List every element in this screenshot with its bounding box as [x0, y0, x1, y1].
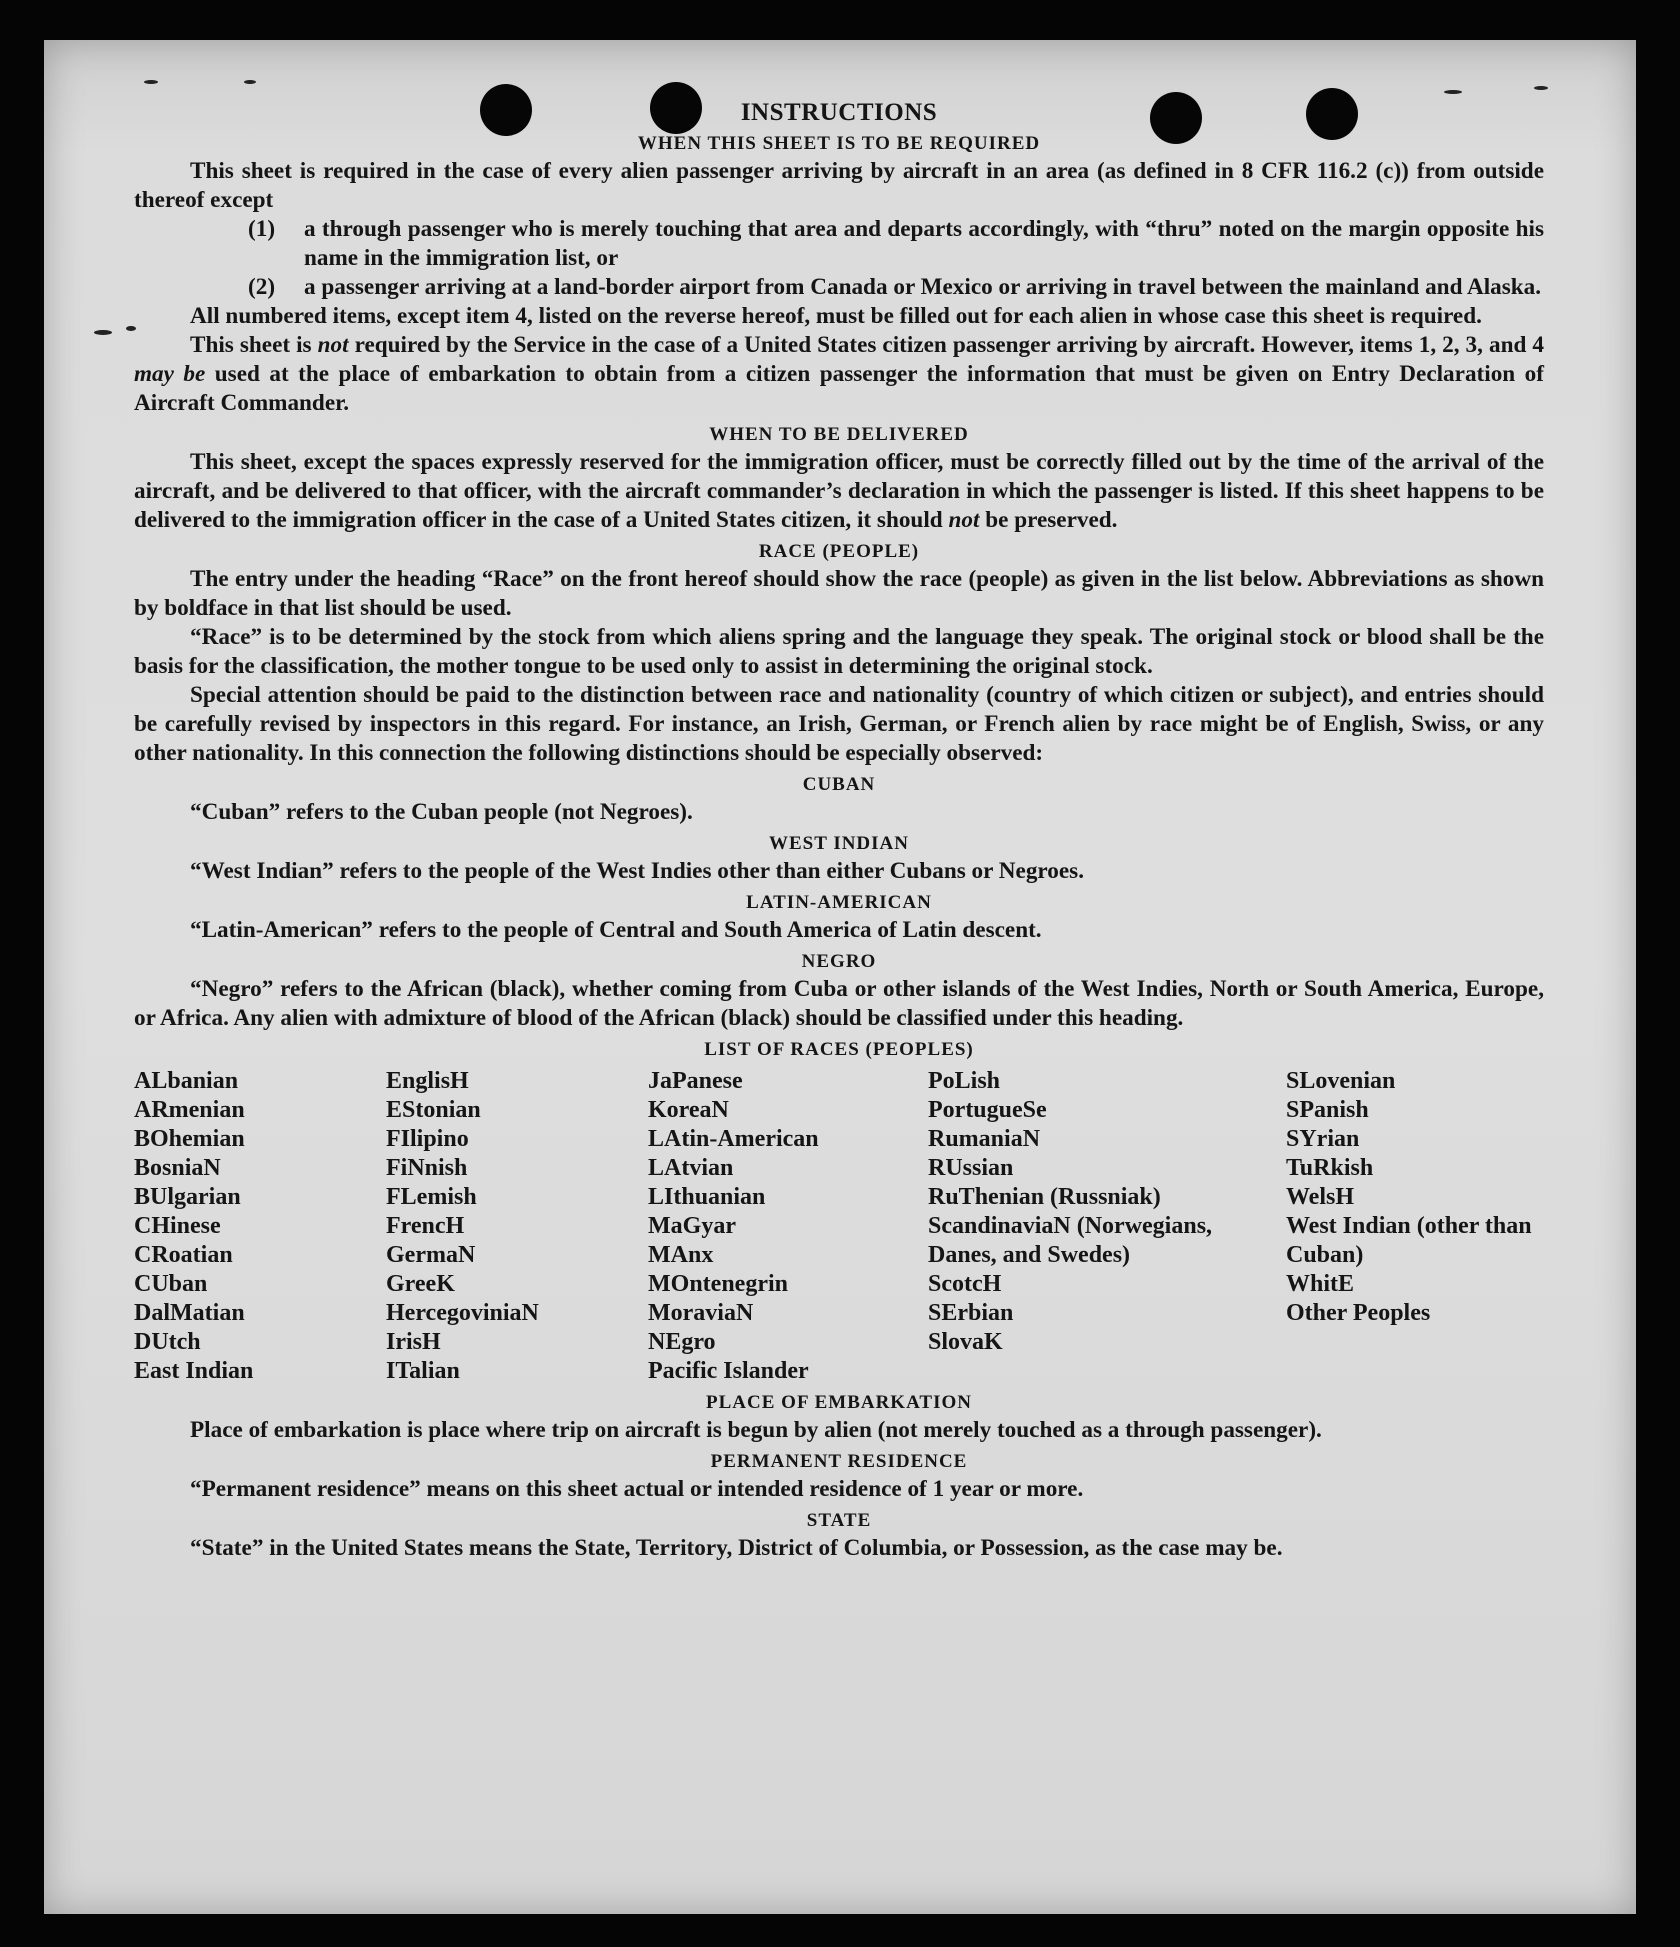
section-heading-when-required: WHEN THIS SHEET IS TO BE REQUIRED — [637, 133, 1041, 154]
scan-speck — [94, 330, 112, 335]
embarkation-definition: Place of embarkation is place where trip on aircraft is begun by alien (not merely touched as a through passenger). — [190, 1417, 1322, 1443]
races-column-5 — [1286, 1067, 1544, 1386]
numbered-items-paragraph: All numbered items, except item 4, listed on the reverse hereof, must be filled out for each alien in whose case this sheet is required. — [190, 303, 1482, 329]
race-entry: FLemish — [386, 1184, 477, 1210]
when-delivered-paragraph — [134, 448, 1544, 535]
races-column-1 — [134, 1067, 386, 1386]
race-entry: ARmenian — [134, 1097, 245, 1123]
race-entry: BosniaN — [134, 1155, 221, 1181]
race-paragraph-2: “Race” is to be determined by the stock from which aliens spring and the language they speak. The original stock or blood shall be the basis for the classification, the mother tongue to be used only to assist in determining the original stock. — [134, 624, 1544, 679]
race-entry: FiNnish — [386, 1155, 468, 1181]
race-entry: DUtch — [134, 1329, 201, 1355]
section-heading-list-of-races: LIST OF RACES (PEOPLES) — [704, 1039, 974, 1060]
race-paragraph-3: Special attention should be paid to the distinction between race and nationality (country of which citizen or subject), and entries should be carefully revised by inspectors in this regard. For instance, an Irish, German, or French alien by race might be of English, Swiss, or any other nationality. In this connection the following distinctions should be especially observed: — [134, 682, 1544, 766]
cuban-definition: “Cuban” refers to the Cuban people (not Negroes). — [190, 799, 693, 825]
races-column-3 — [648, 1067, 928, 1386]
race-entry: CUban — [134, 1271, 208, 1297]
race-entry: BOhemian — [134, 1126, 245, 1152]
race-entry: CHinese — [134, 1213, 221, 1239]
race-entry: MaGyar — [648, 1213, 736, 1239]
state-definition: “State” in the United States means the State, Territory, District of Columbia, or Possession, as the case may be. — [190, 1535, 1283, 1561]
page-title: INSTRUCTIONS — [740, 99, 938, 126]
race-entry: BUlgarian — [134, 1184, 241, 1210]
exception-text: a through passenger who is merely touching that area and departs accordingly, with “thru” noted on the margin opposite his name in the immigration list, or — [304, 216, 1544, 271]
race-entry: East Indian — [134, 1358, 254, 1384]
race-entry: WhitE — [1286, 1271, 1355, 1297]
race-entry: SLovenian — [1286, 1068, 1396, 1094]
section-heading-when-delivered: WHEN TO BE DELIVERED — [709, 424, 969, 445]
race-entry: ITalian — [386, 1358, 460, 1384]
race-entry: FrencH — [386, 1213, 465, 1239]
when-delivered-text-2: be preserved. — [979, 507, 1118, 533]
race-entry: EnglisH — [386, 1068, 469, 1094]
scan-speck — [1534, 86, 1548, 90]
race-entry: GreeK — [386, 1271, 455, 1297]
race-entry: WelsH — [1286, 1184, 1355, 1210]
race-entry: SlovaK — [928, 1329, 1003, 1355]
when-delivered-emphasis-not: not — [948, 507, 980, 533]
race-entry: ALbanian — [134, 1068, 239, 1094]
section-heading-embarkation: PLACE OF EMBARKATION — [706, 1392, 972, 1413]
race-entry: MoraviaN — [648, 1300, 754, 1326]
citizen-paragraph — [134, 331, 1544, 418]
race-entry: DalMatian — [134, 1300, 245, 1326]
west-indian-definition: “West Indian” refers to the people of the West Indies other than either Cubans or Negroes. — [190, 858, 1085, 884]
race-entry: West Indian (other than Cuban) — [1286, 1213, 1532, 1268]
race-entry: TuRkish — [1286, 1155, 1374, 1181]
races-column-2 — [386, 1067, 648, 1386]
exception-text: a passenger arriving at a land-border airport from Canada or Mexico or arriving in travel between the mainland and Alaska. — [304, 274, 1542, 300]
citizen-emphasis-not: not — [317, 332, 349, 358]
section-heading-state: STATE — [806, 1510, 872, 1531]
race-entry: LAtvian — [648, 1155, 734, 1181]
negro-definition: “Negro” refers to the African (black), whether coming from Cuba or other islands of the West Indies, North or South America, Europe, or Africa. Any alien with admixture of blood of the African (black) should be classified under this heading. — [134, 976, 1544, 1031]
race-paragraph-1: The entry under the heading “Race” on the front hereof should show the race (people) as given in the list below. Abbreviations as shown by boldface in that list should be used. — [134, 566, 1544, 621]
race-entry: Other Peoples — [1286, 1300, 1431, 1326]
race-entry: Pacific Islander — [648, 1358, 809, 1384]
race-entry: LAtin-American — [648, 1126, 819, 1152]
race-entry: FIlipino — [386, 1126, 469, 1152]
race-entry: MAnx — [648, 1242, 714, 1268]
race-entry: MOntenegrin — [648, 1271, 788, 1297]
race-entry: ScandinaviaN (Norwegians, Danes, and Swedes) — [928, 1213, 1213, 1268]
section-heading-negro: NEGRO — [801, 951, 877, 972]
instructions-content — [134, 98, 1544, 1563]
citizen-text-1: This sheet is — [190, 332, 318, 358]
race-entry: RuThenian (Russniak) — [928, 1184, 1161, 1210]
exception-number: (1) — [248, 216, 276, 242]
scan-speck — [244, 80, 256, 84]
race-entry: SErbian — [928, 1300, 1014, 1326]
races-column-4 — [928, 1067, 1286, 1386]
race-entry: GermaN — [386, 1242, 476, 1268]
race-entry: IrisH — [386, 1329, 441, 1355]
section-heading-race: RACE (PEOPLE) — [758, 541, 920, 562]
race-entry: RumaniaN — [928, 1126, 1041, 1152]
race-entry: RUssian — [928, 1155, 1014, 1181]
race-entry: SPanish — [1286, 1097, 1369, 1123]
when-required-intro: This sheet is required in the case of every alien passenger arriving by aircraft in an area (as defined in 8 CFR 116.2 (c)) from outside thereof except — [134, 158, 1544, 213]
permanent-residence-definition: “Permanent residence” means on this sheet actual or intended residence of 1 year or more. — [190, 1476, 1084, 1502]
section-heading-cuban: CUBAN — [802, 774, 876, 795]
section-heading-permanent-residence: PERMANENT RESIDENCE — [710, 1451, 968, 1472]
scan-speck — [1444, 90, 1462, 94]
exception-item — [248, 215, 1544, 273]
race-entry: CRoatian — [134, 1242, 233, 1268]
section-heading-west-indian: WEST INDIAN — [769, 833, 909, 854]
race-entry: KoreaN — [648, 1097, 729, 1123]
exception-item — [248, 273, 1544, 302]
race-entry: NEgro — [648, 1329, 716, 1355]
latin-american-definition: “Latin-American” refers to the people of Central and South America of Latin descent. — [190, 917, 1042, 943]
section-heading-latin-american: LATIN-AMERICAN — [746, 892, 932, 913]
race-entry: PortugueSe — [928, 1097, 1047, 1123]
citizen-text-3: used at the place of embarkation to obtain from a citizen passenger the information that must be given on Entry Declaration of Aircraft Commander. — [134, 361, 1544, 416]
races-list — [134, 1067, 1544, 1386]
exception-number: (2) — [248, 274, 276, 300]
race-entry: LIthuanian — [648, 1184, 766, 1210]
race-entry: ScotcH — [928, 1271, 1002, 1297]
citizen-emphasis-may-be: may be — [134, 361, 206, 387]
scan-speck — [144, 80, 158, 84]
race-entry: EStonian — [386, 1097, 481, 1123]
race-entry: SYrian — [1286, 1126, 1360, 1152]
race-entry: PoLish — [928, 1068, 1001, 1094]
race-entry: HercegoviniaN — [386, 1300, 539, 1326]
citizen-text-2: required by the Service in the case of a United States citizen passenger arriving by aircraft. However, items 1, 2, 3, and 4 — [348, 332, 1544, 358]
race-entry: JaPanese — [648, 1068, 743, 1094]
when-delivered-text-1: This sheet, except the spaces expressly reserved for the immigration officer, must be correctly filled out by the time of the arrival of the aircraft, and be delivered to that officer, with the aircraft commander’s declaration in which the passenger is listed. If this sheet happens to be delivered to the immigration officer in the case of a United States citizen, it should — [134, 449, 1544, 533]
